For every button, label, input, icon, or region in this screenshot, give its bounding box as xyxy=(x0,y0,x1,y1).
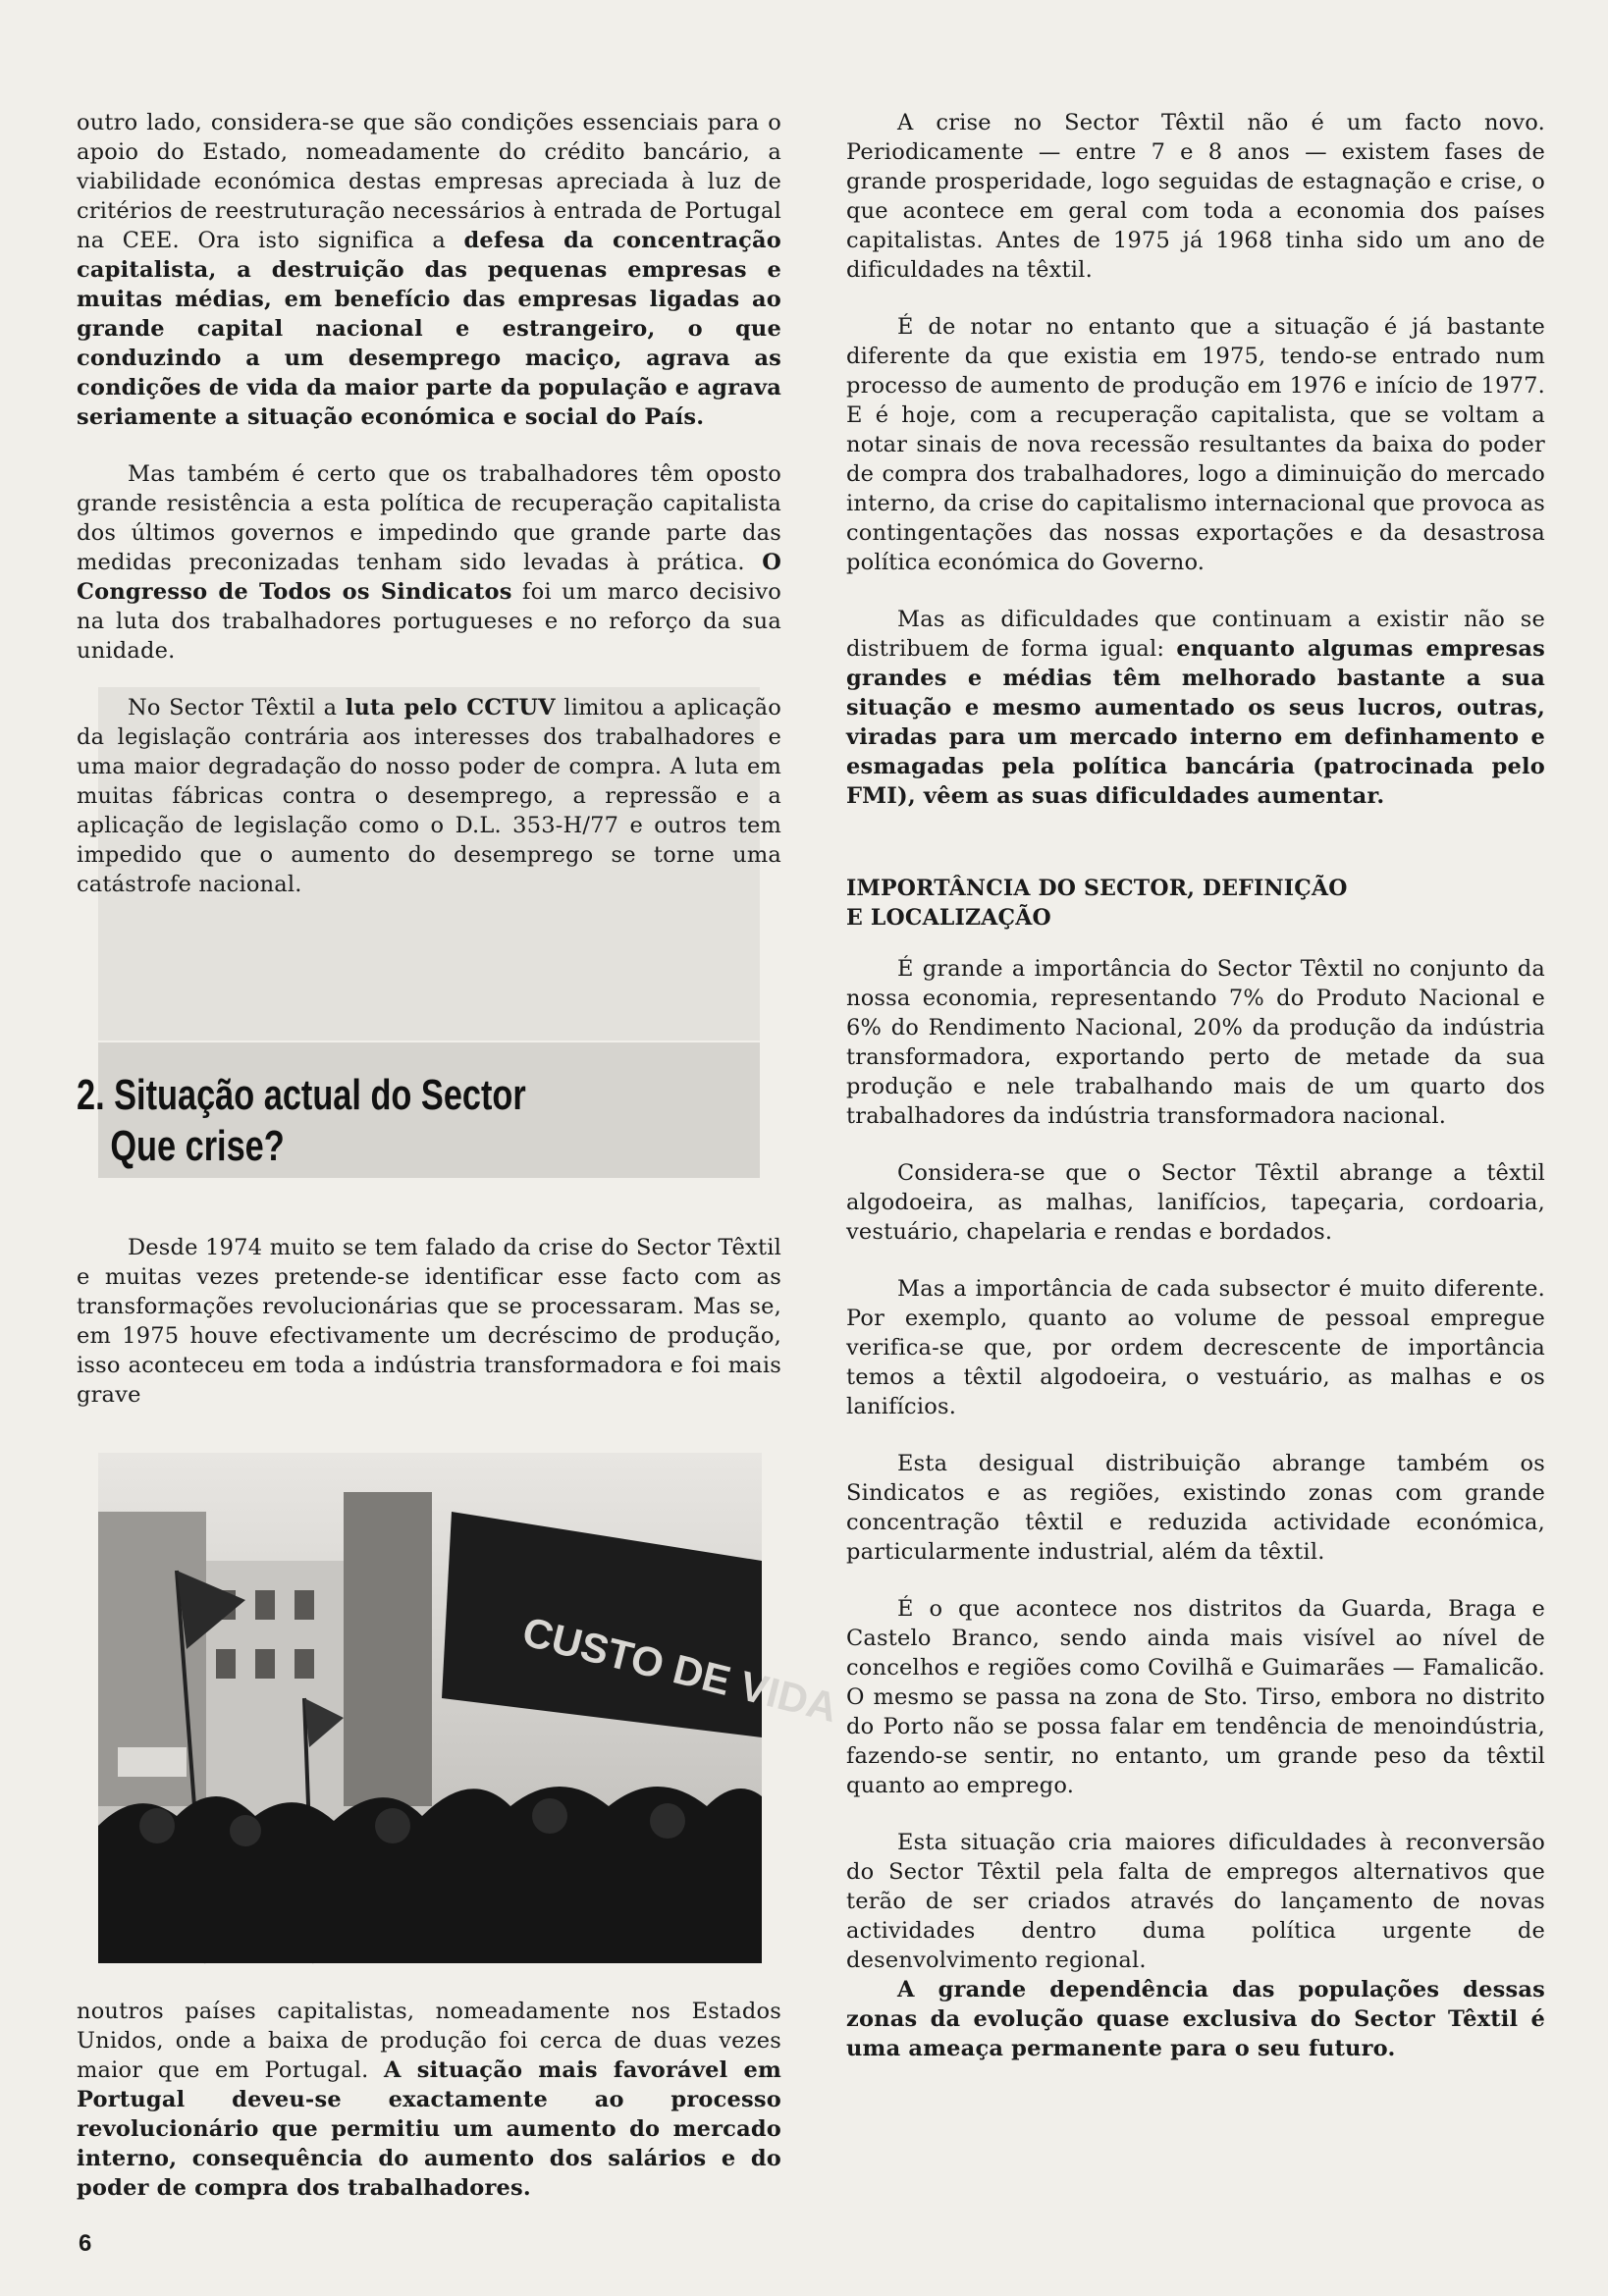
paragraph: No Sector Têxtil a luta pelo CCTUV limitou a aplicação da legislação contrária aos interesses dos trabalhadores e uma maior degradação do nosso poder de compra. A luta em muitas fábricas contra o desemprego, a repressão e a aplicação de legislação como o D.L. 353-H/77 e outros tem impedido que o aumento do desemprego se torne uma catástrofe nacional. xyxy=(77,695,781,897)
page-number: 6 xyxy=(79,2230,92,2257)
paragraph: Considera-se que o Sector Têxtil abrange a têxtil algodoeira, as malhas, lanifícios, tapeçaria, cordoaria, vestuário, chapelaria e rendas e bordados. xyxy=(846,1160,1545,1245)
banner-text: CUSTO DE VIDA xyxy=(517,1608,842,1732)
paragraph: Mas a importância de cada subsector é muito diferente. Por exemplo, quanto ao volume de pessoal empregue verifica-se que, por ordem decrescente de importância temos a têxtil algodoeira, o vestuário, as malhas e os lanifícios. xyxy=(846,1276,1545,1419)
paragraph: A grande dependência das populações dessas zonas da evolução quase exclusiva do Sector Têxtil é uma ameaça permanente para o seu futuro. xyxy=(846,1977,1545,2061)
paragraph: É o que acontece nos distritos da Guarda, Braga e Castelo Branco, sendo ainda mais visível ao nível de concelhos e regiões como Covilhã e Guimarães — Famalicão. O mesmo se passa na zona de Sto. Tirso, embora no distrito do Porto não se possa falar em tendência de menoindústria, fazendo-se sentir, no entanto, um grande peso da têxtil quanto ao emprego. xyxy=(846,1596,1545,1798)
left-column-lower xyxy=(77,1233,781,1437)
section-heading: IMPORTÂNCIA DO SECTOR, DEFINIÇÃO E LOCALIZAÇÃO xyxy=(846,876,1348,931)
protest-photo-image xyxy=(98,1453,842,1963)
right-column xyxy=(846,108,1545,2091)
paragraph: Esta desigual distribuição abrange também os Sindicatos e as regiões, existindo zonas com grande concentração têxtil e reduzida actividade económica, particularmente industrial, além da têxtil. xyxy=(846,1451,1545,1565)
left-column-bottom xyxy=(77,1997,781,2230)
protest-photo xyxy=(98,1453,842,1963)
section-title: 2. Situação actual do Sector Que crise? xyxy=(77,1071,526,1170)
paragraph: Mas as dificuldades que continuam a existir não se distribuem de forma igual: enquanto algumas empresas grandes e médias têm melhorado bastante a sua situação e mesmo aumentado os seus lucros, outras, viradas para um mercado interno em definhamento e esmagadas pela política bancária (patrocinada pelo FMI), vêem as suas dificuldades aumentar. xyxy=(846,607,1545,809)
paragraph: noutros países capitalistas, nomeadamente nos Estados Unidos, onde a baixa de produção foi cerca de duas vezes maior que em Portugal. A situação mais favorável em Portugal deveu-se exactamente ao processo revolucionário que permitiu um aumento do mercado interno, consequência do aumento dos salários e do poder de compra dos trabalhadores. xyxy=(77,1999,782,2201)
paragraph: A crise no Sector Têxtil não é um facto novo. Periodicamente — entre 7 e 8 anos — existem fases de grande prosperidade, logo seguidas de estagnação e crise, o que acontece em geral com toda a economia dos países capitalistas. Antes de 1975 já 1968 tinha sido um ano de dificuldades na têxtil. xyxy=(846,110,1545,283)
paragraph: outro lado, considera-se que são condições essenciais para o apoio do Estado, nomeadamente do crédito bancário, a viabilidade económica destas empresas apreciada à luz de critérios de reestruturação necessários à entrada de Portugal na CEE. Ora isto significa a defesa da concentração capitalista, a destruição das pequenas empresas e muitas médias, em benefício das empresas ligadas ao grande capital nacional e estrangeiro, o que conduzindo a um desemprego maciço, agrava as condições de vida da maior parte da população e agrava seriamente a situação económica e social do País. xyxy=(77,110,782,430)
paragraph: Desde 1974 muito se tem falado da crise do Sector Têxtil e muitas vezes pretende-se identificar esse facto com as transformações revolucionárias que se processaram. Mas se, em 1975 houve efectivamente um decréscimo de produção, isso aconteceu em toda a indústria transformadora e foi mais grave xyxy=(77,1235,781,1408)
paragraph: É grande a importância do Sector Têxtil no conjunto da nossa economia, representando 7% do Produto Nacional e 6% do Rendimento Nacional, 20% da produção da indústria transformadora, exportando perto de metade da sua produção e nele trabalhando mais de um quarto dos trabalhadores da indústria transformadora nacional. xyxy=(846,956,1545,1129)
left-column xyxy=(77,108,781,927)
paragraph: Mas também é certo que os trabalhadores têm oposto grande resistência a esta política de recuperação capitalista dos últimos governos e impedindo que grande parte das medidas preconizadas tenham sido levadas à prática. O Congresso de Todos os Sindicatos foi um marco decisivo na luta dos trabalhadores portugueses e no reforço da sua unidade. xyxy=(77,461,781,664)
paragraph: É de notar no entanto que a situação é já bastante diferente da que existia em 1975, tendo-se entrado num processo de aumento de produção em 1976 e início de 1977. E é hoje, com a recuperação capitalista, que se voltam a notar sinais de nova recessão resultantes da baixa do poder de compra dos trabalhadores, logo a diminuição do mercado interno, da crise do capitalismo internacional que provoca as contingentações das nossas exportações e da desastrosa política económica do Governo. xyxy=(846,314,1545,575)
paragraph: Esta situação cria maiores dificuldades à reconversão do Sector Têxtil pela falta de empregos alternativos que terão de ser criados através do lançamento de novas actividades dentro duma política urgente de desenvolvimento regional. xyxy=(846,1830,1545,1973)
